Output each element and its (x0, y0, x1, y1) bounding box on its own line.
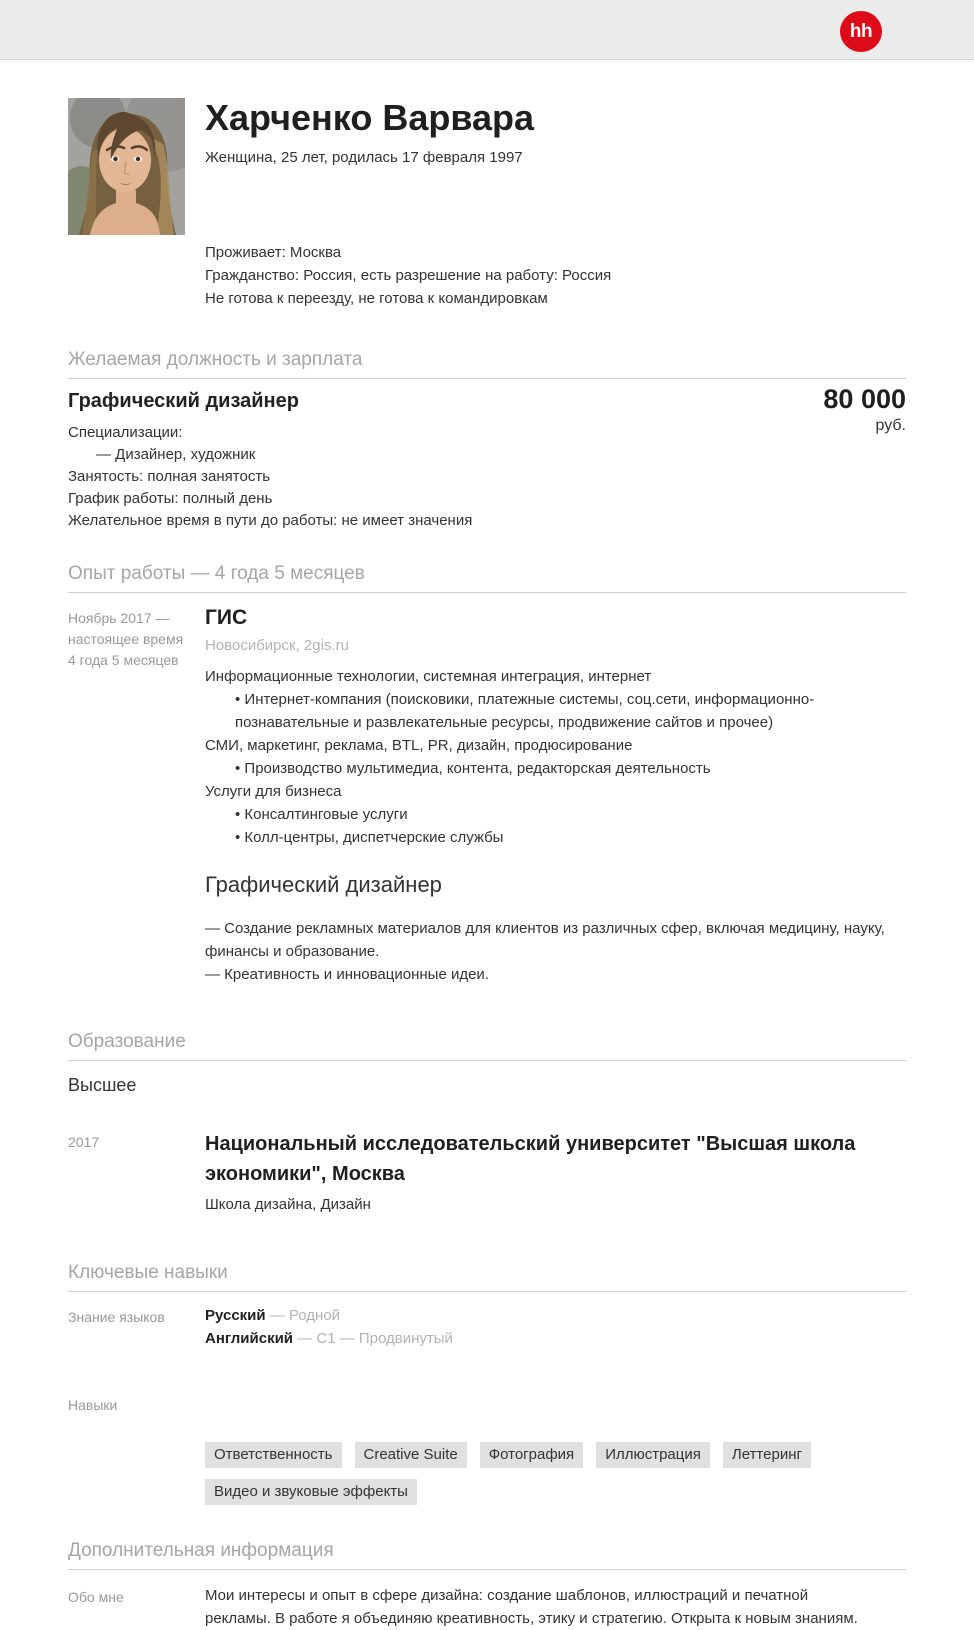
experience-date-line: 4 года 5 месяцев (68, 652, 179, 668)
skills-label: Навыки (68, 1397, 118, 1413)
person-summary: Женщина, 25 лет, родилась 17 февраля 1997 (205, 149, 523, 166)
skill-tags-list (205, 1392, 906, 1505)
salary-block (823, 384, 906, 436)
section-title-skills: Ключевые навыки (68, 1261, 906, 1292)
relocation-line: Не готова к переезду, не готова к командировкам (205, 290, 548, 307)
experience-date-line: настоящее время (68, 631, 184, 647)
key-skills-section (68, 1261, 906, 1505)
education-level: Высшее (68, 1075, 137, 1095)
specializations-label: Специализации: (68, 424, 183, 441)
education-section (68, 1030, 906, 1215)
skill-tag: Фотография (480, 1442, 583, 1468)
education-entry (68, 1129, 906, 1215)
languages-block (68, 1304, 906, 1350)
about-text: Мои интересы и опыт в сфере дизайна: создание шаблонов, иллюстраций и печатной рекламы. В работе я объединяю креативность, этику и стратегию. Открыта к новым знаниям. (205, 1587, 858, 1627)
language-item (205, 1327, 906, 1350)
desired-position-section (68, 348, 906, 532)
language-name: Русский (205, 1307, 266, 1324)
experience-description-line: — Создание рекламных материалов для клиентов из различных сфер, включая медицину, науку, финансы и образование. (205, 920, 885, 960)
employment-line: Занятость: полная занятость (68, 468, 271, 485)
skill-tag: Creative Suite (355, 1442, 467, 1468)
industry-line: • Производство мультимедиа, контента, редакторская деятельность (235, 760, 711, 777)
industry-line: СМИ, маркетинг, реклама, BTL, PR, дизайн, продюсирование (205, 737, 633, 754)
experience-role-title: Графический дизайнер (205, 872, 442, 897)
skills-block (68, 1392, 906, 1505)
residence-line: Проживает: Москва (205, 244, 342, 261)
industry-line: • Консалтинговые услуги (235, 806, 408, 823)
company-location: Новосибирск, 2gis.ru (205, 637, 349, 654)
section-title-position: Желаемая должность и зарплата (68, 348, 906, 379)
section-title-education: Образование (68, 1030, 906, 1061)
hh-logo[interactable] (840, 11, 882, 52)
education-year: 2017 (68, 1134, 100, 1150)
experience-dates (68, 605, 205, 986)
language-level: — C1 — Продвинутый (293, 1330, 453, 1347)
experience-description-line: — Креативность и инновационные идеи. (205, 966, 489, 983)
additional-info-section (68, 1539, 906, 1630)
salary-value: 80 000 (823, 384, 906, 414)
company-industries (205, 665, 865, 849)
profile-section (68, 60, 906, 310)
about-block (68, 1584, 906, 1630)
experience-section (68, 562, 906, 986)
experience-description (205, 917, 906, 986)
school-faculty: Школа дизайна, Дизайн (205, 1196, 371, 1213)
portrait-image (68, 98, 185, 235)
citizenship-line: Гражданство: Россия, есть разрешение на работу: Россия (205, 267, 612, 284)
section-title-experience: Опыт работы — 4 года 5 месяцев (68, 562, 906, 593)
specialization-item: — Дизайнер, художник (96, 446, 256, 463)
site-header (0, 0, 974, 60)
languages-list (205, 1304, 906, 1350)
hh-logo-text: hh (849, 20, 873, 42)
school-name: Национальный исследовательский университет "Высшая школа экономики", Москва (205, 1133, 856, 1185)
industry-line: • Колл-центры, диспетчерские службы (235, 829, 504, 846)
person-name: Харченко Варвара (205, 97, 535, 138)
industry-line: Услуги для бизнеса (205, 783, 342, 800)
schedule-line: График работы: полный день (68, 490, 273, 507)
about-label: Обо мне (68, 1589, 124, 1605)
language-name: Английский (205, 1330, 294, 1347)
commute-line: Желательное время в пути до работы: не имеет значения (68, 512, 473, 529)
skill-tag: Леттеринг (723, 1442, 811, 1468)
industry-line: • Интернет-компания (поисковики, платежные системы, соц.сети, информационно-познавательные и развлекательные ресурсы, продвижение сайтов и прочее) (235, 691, 815, 731)
salary-currency: руб. (875, 417, 906, 434)
skill-tag: Ответственность (205, 1442, 342, 1468)
languages-label: Знание языков (68, 1309, 165, 1325)
company-name: ГИС (205, 606, 248, 629)
profile-photo (68, 98, 185, 235)
language-level: — Родной (265, 1307, 341, 1324)
skill-tag: Видео и звуковые эффекты (205, 1479, 417, 1505)
experience-date-line: Ноябрь 2017 — (68, 610, 170, 626)
language-item (205, 1304, 906, 1327)
section-title-additional: Дополнительная информация (68, 1539, 906, 1570)
skill-tag: Иллюстрация (596, 1442, 710, 1468)
desired-position-title: Графический дизайнер (68, 390, 299, 412)
industry-line: Информационные технологии, системная интеграция, интернет (205, 668, 652, 685)
experience-entry (68, 605, 906, 986)
